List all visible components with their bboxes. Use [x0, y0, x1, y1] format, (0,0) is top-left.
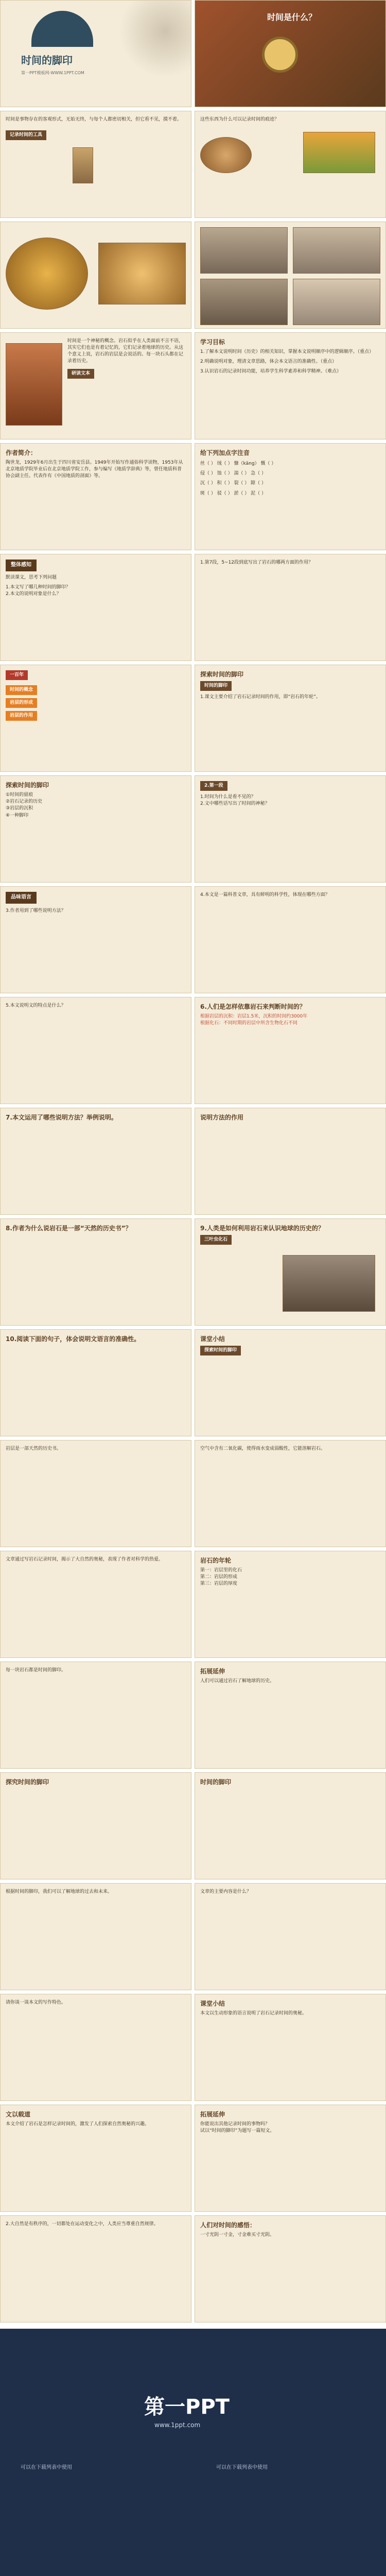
summary-title: 探索时间的脚印	[200, 671, 244, 678]
pinyin-line: 侵（ ） 蚀（ ） 湍（ ） 急（ ）	[200, 471, 267, 477]
rock-body: 时间是一个神秘的概念。岩石似乎在人类面前不言不语，其实它们也是有着记忆的，它们记录着地球的历史。从这个意义上说，岩石的岩层是会说话的。每一块石头都在记录着历史。	[67, 338, 184, 364]
slide-trilobite	[195, 1218, 386, 1326]
judge-item: 根据化石：不同时期的岩层中所含生物化石不同	[200, 1021, 298, 1026]
summary-2-body: 本文以生动形象的语言说明了岩石记录时间的奥秘。	[200, 2011, 307, 2016]
reading-tag: 研读文本	[67, 369, 94, 379]
summary-body: 1.课文主要介绍了岩石记录时间的作用，即“岩石的年轮”。	[200, 694, 321, 700]
rings-line: 第二：岩层的形成	[200, 1574, 238, 1580]
footprint-title: 时间的脚印	[200, 1778, 232, 1786]
past-future-body: 根据时间的脚印，我们可以了解地球的过去和未来。	[6, 1889, 113, 1894]
slide-pinyin	[195, 443, 386, 550]
slide-overview	[0, 554, 191, 661]
trilobite-tag: 三叶虫化石	[200, 1235, 232, 1245]
pinyin-line: 沉（ ） 积（ ） 裂（ ） 隙（ ）	[200, 481, 267, 486]
explore-title: 探索时间的脚印	[6, 782, 49, 789]
nature-order-body: 2.大自然是有秩序的，一切都处在运动变化之中，人类应当尊重自然规律。	[6, 2222, 159, 2227]
summary-2-title: 课堂小结	[200, 2000, 225, 2007]
class-summary-title: 课堂小结	[200, 1335, 225, 1343]
author-body: 陶世龙，1929年6月出生于四川省安岳县。1949年开始写作通俗科学读物，1953年从北京地质学院毕业后在北京地质学院工作，参与编写《地质学辞典》等，曾任地质科普协会副主任。代表作有《中国地质的剖面》等。	[6, 460, 183, 479]
slide-objectives	[195, 332, 386, 439]
explore-item: ②岩石记录的历史	[6, 799, 43, 805]
author-title: 作者简介：	[6, 449, 37, 456]
pinyin-line: 斑（ ） 驳（ ） 淤（ ） 泥（ ）	[200, 490, 267, 496]
cover-credit: 第一PPT模板网-WWW.1PPT.COM	[21, 71, 84, 75]
structure-step: 时间的概念	[6, 685, 37, 695]
question-item: 1.时间为什么是看不见的？	[200, 794, 256, 800]
structure-step: 岩层的作用	[6, 711, 37, 721]
science-body: 4.本文是一篇科普文章，具有鲜明的科学性，体现在哪些方面？	[200, 892, 330, 897]
structure-label: 一百年	[6, 670, 28, 680]
extend-body: 人们可以通过岩石了解地球的历史。	[200, 1679, 275, 1684]
carry-dao-title: 文以载道	[6, 2111, 31, 2118]
structure-step: 岩层的形成	[6, 698, 37, 708]
reading-q: 1.第7段，5~12段到底写出了岩石的哪两方面的作用？	[200, 560, 313, 565]
extend-2-item: 试以“时间的脚印”为题写一篇短文。	[200, 2128, 275, 2134]
rings-line: 第三：岩层的厚度	[200, 1581, 238, 1587]
slide-summary-q	[195, 665, 386, 772]
footer	[0, 2329, 386, 2576]
judge-title: 6.人们是怎样依靠岩石来判断时间的？	[200, 1003, 306, 1010]
slide-explore-2	[0, 1772, 191, 1879]
overview-item: 2.本文的说明对象是什么？	[6, 591, 61, 597]
trilobite-title: 9.人类是如何利用岩石来认识地球的历史的？	[200, 1225, 324, 1232]
carry-dao-body: 本文介绍了岩石是怎样记录时间的，激发了人们探索自然奥秘的兴趣。	[6, 2122, 150, 2127]
natural-book-body: 岩层是一部天然的历史书。	[6, 1446, 62, 1451]
slide-extend-1	[195, 1662, 386, 1769]
pinyin-line: 丝（ ） 绒（ ） 慷（kāng） 慨（ ）	[200, 461, 276, 467]
judge-item: 根据岩层的沉积：岩层1.5米，沉积的时间约3000年	[200, 1014, 308, 1020]
class-summary-tag: 探索时间的脚印	[200, 1346, 241, 1355]
slide-methods	[0, 1108, 191, 1215]
slide-cover	[0, 0, 191, 107]
explore-item: ①时间的留痕	[6, 792, 33, 798]
extend-2-title: 拓展延伸	[200, 2111, 225, 2118]
rock-photo-2	[293, 227, 380, 274]
questions-badge: 2.第一段	[200, 781, 227, 791]
slide-features	[0, 997, 191, 1104]
slide-theme	[0, 1551, 191, 1658]
tool-tag: 记录时间的工具	[6, 130, 46, 140]
slide-rocks	[195, 222, 386, 329]
slide-rock-intro	[0, 332, 191, 439]
writing-body: 请你谈一谈本文的写作特色。	[6, 2000, 66, 2005]
language-label: 品味语言	[6, 892, 37, 904]
extend-2-item: 你能说出其他记录时间的事物吗？	[200, 2122, 270, 2127]
perception-title: 人们对时间的感悟：	[200, 2222, 256, 2229]
features-body: 5.本文说明文的特点是什么？	[6, 1003, 66, 1008]
amber-photo	[6, 238, 88, 310]
slide-science	[195, 886, 386, 993]
effect-title: 说明方法的作用	[200, 1114, 244, 1121]
slide-title: 时间是什么？	[267, 12, 317, 22]
slide-language	[0, 886, 191, 993]
question-item: 2.文中哪些话写出了时间的神秘？	[200, 801, 270, 807]
objective-item: 3.认识岩石的记录时间功能，培养学生科学素养和科学精神。（难点）	[200, 369, 342, 375]
objective-item: 2.明确说明对象，理清文章思路，体会本文语言的准确性。（重点）	[200, 359, 337, 365]
slide-reading-q	[195, 554, 386, 661]
slide-what-is-time	[195, 0, 386, 107]
footer-right-caption: 可以在下载列表中使用	[216, 2465, 268, 2470]
tree-photo	[303, 132, 375, 173]
explore-2-title: 探究时间的脚印	[6, 1778, 49, 1786]
perception-body: 一寸光阴一寸金，寸金难买寸光阴。	[200, 2232, 275, 2238]
slide-method-effect	[195, 1108, 386, 1215]
tree-ring-icon	[200, 137, 252, 173]
language-body: 3.作者用到了哪些说明方法？	[6, 908, 66, 913]
slide-nature-order	[0, 2215, 191, 2323]
theme-body: 文章通过写岩石记录时间，揭示了大自然的奥秘，表现了作者对科学的热爱。	[6, 1557, 164, 1562]
hourglass-icon	[73, 147, 93, 183]
pinyin-title: 给下列加点字注音	[200, 449, 250, 456]
slide-main-content	[195, 1883, 386, 1990]
slide-writing	[0, 1994, 191, 2101]
slide-precision	[0, 1329, 191, 1436]
history-title: 8.作者为什么说岩石是一部“天然的历史书”？	[6, 1225, 132, 1232]
slide-perception	[195, 2215, 386, 2323]
methods-title: 7.本文运用了哪些说明方法？举例说明。	[6, 1114, 117, 1121]
slide-rock-rings	[195, 1551, 386, 1658]
canyon-photo	[6, 343, 62, 426]
every-rock-body: 每一块岩石都是时间的脚印。	[6, 1668, 66, 1673]
slide-natural-book	[0, 1440, 191, 1547]
overview-item: 1.本文写了哪几种时间的脚印？	[6, 584, 71, 590]
slide-question-traces	[195, 111, 386, 218]
slide-explore	[0, 775, 191, 883]
question-text: 这些东西为什么可以记录时间的痕迹？	[200, 117, 279, 122]
slide-past-future	[0, 1883, 191, 1990]
precision-title: 10.阅读下面的句子，体会说明文语言的准确性。	[6, 1335, 141, 1343]
rings-line: 第一：岩层里的化石	[200, 1568, 242, 1573]
co2-body: 空气中含有二氧化碳，使得雨水变成弱酸性，它能溶解岩石。	[200, 1446, 326, 1451]
footer-left-caption: 可以在下载列表中使用	[21, 2465, 72, 2470]
slide-extend-2	[195, 2105, 386, 2212]
fossil-amber-photo	[98, 243, 186, 304]
main-content-body: 文章的主要内容是什么？	[200, 1889, 252, 1894]
footer-brand: 第一PPT	[144, 2395, 230, 2419]
slide-questions	[195, 775, 386, 883]
explore-item: ③岩层的沉积	[6, 806, 33, 811]
slide-carry-dao	[0, 2105, 191, 2212]
slide-footprint	[195, 1772, 386, 1879]
overview-sub: 默读课文，思考下列问题	[6, 574, 57, 580]
slide-class-summary-2	[195, 1994, 386, 2101]
explore-item: ④一种脚印	[6, 812, 29, 818]
rock-photo-3	[200, 279, 288, 325]
cover-title: 时间的脚印	[21, 54, 73, 66]
objective-item: 1.了解本文说明时间（历史）的相关知识，掌握本文说明顺序中的逻辑顺序。（重点）	[200, 349, 374, 355]
slide-author	[0, 443, 191, 550]
rock-photo-1	[200, 227, 288, 274]
fan-icon	[31, 11, 93, 47]
slide-class-summary	[195, 1329, 386, 1436]
slide-amber	[0, 222, 191, 329]
slide-co2	[195, 1440, 386, 1547]
slide-history-book	[0, 1218, 191, 1326]
objectives-title: 学习目标	[200, 338, 225, 346]
pocket-watch-icon	[262, 37, 298, 73]
slide-every-rock	[0, 1662, 191, 1769]
overview-tag: 整体感知	[6, 560, 37, 571]
rock-photo-4	[293, 279, 380, 325]
rings-title: 岩石的年轮	[200, 1557, 232, 1564]
intro-body: 时间是事物存在的客观形式，无始无终，与每个人都密切相关，但它看不见，摸不着。	[6, 117, 182, 122]
footprint-tag: 时间的脚印	[200, 681, 232, 691]
extend-title: 拓展延伸	[200, 1668, 225, 1675]
slide-time-intro	[0, 111, 191, 218]
slide-structure	[0, 665, 191, 772]
trilobite-photo	[283, 1255, 375, 1312]
footer-url: www.1ppt.com	[154, 2421, 201, 2429]
slide-judge-time	[195, 997, 386, 1104]
